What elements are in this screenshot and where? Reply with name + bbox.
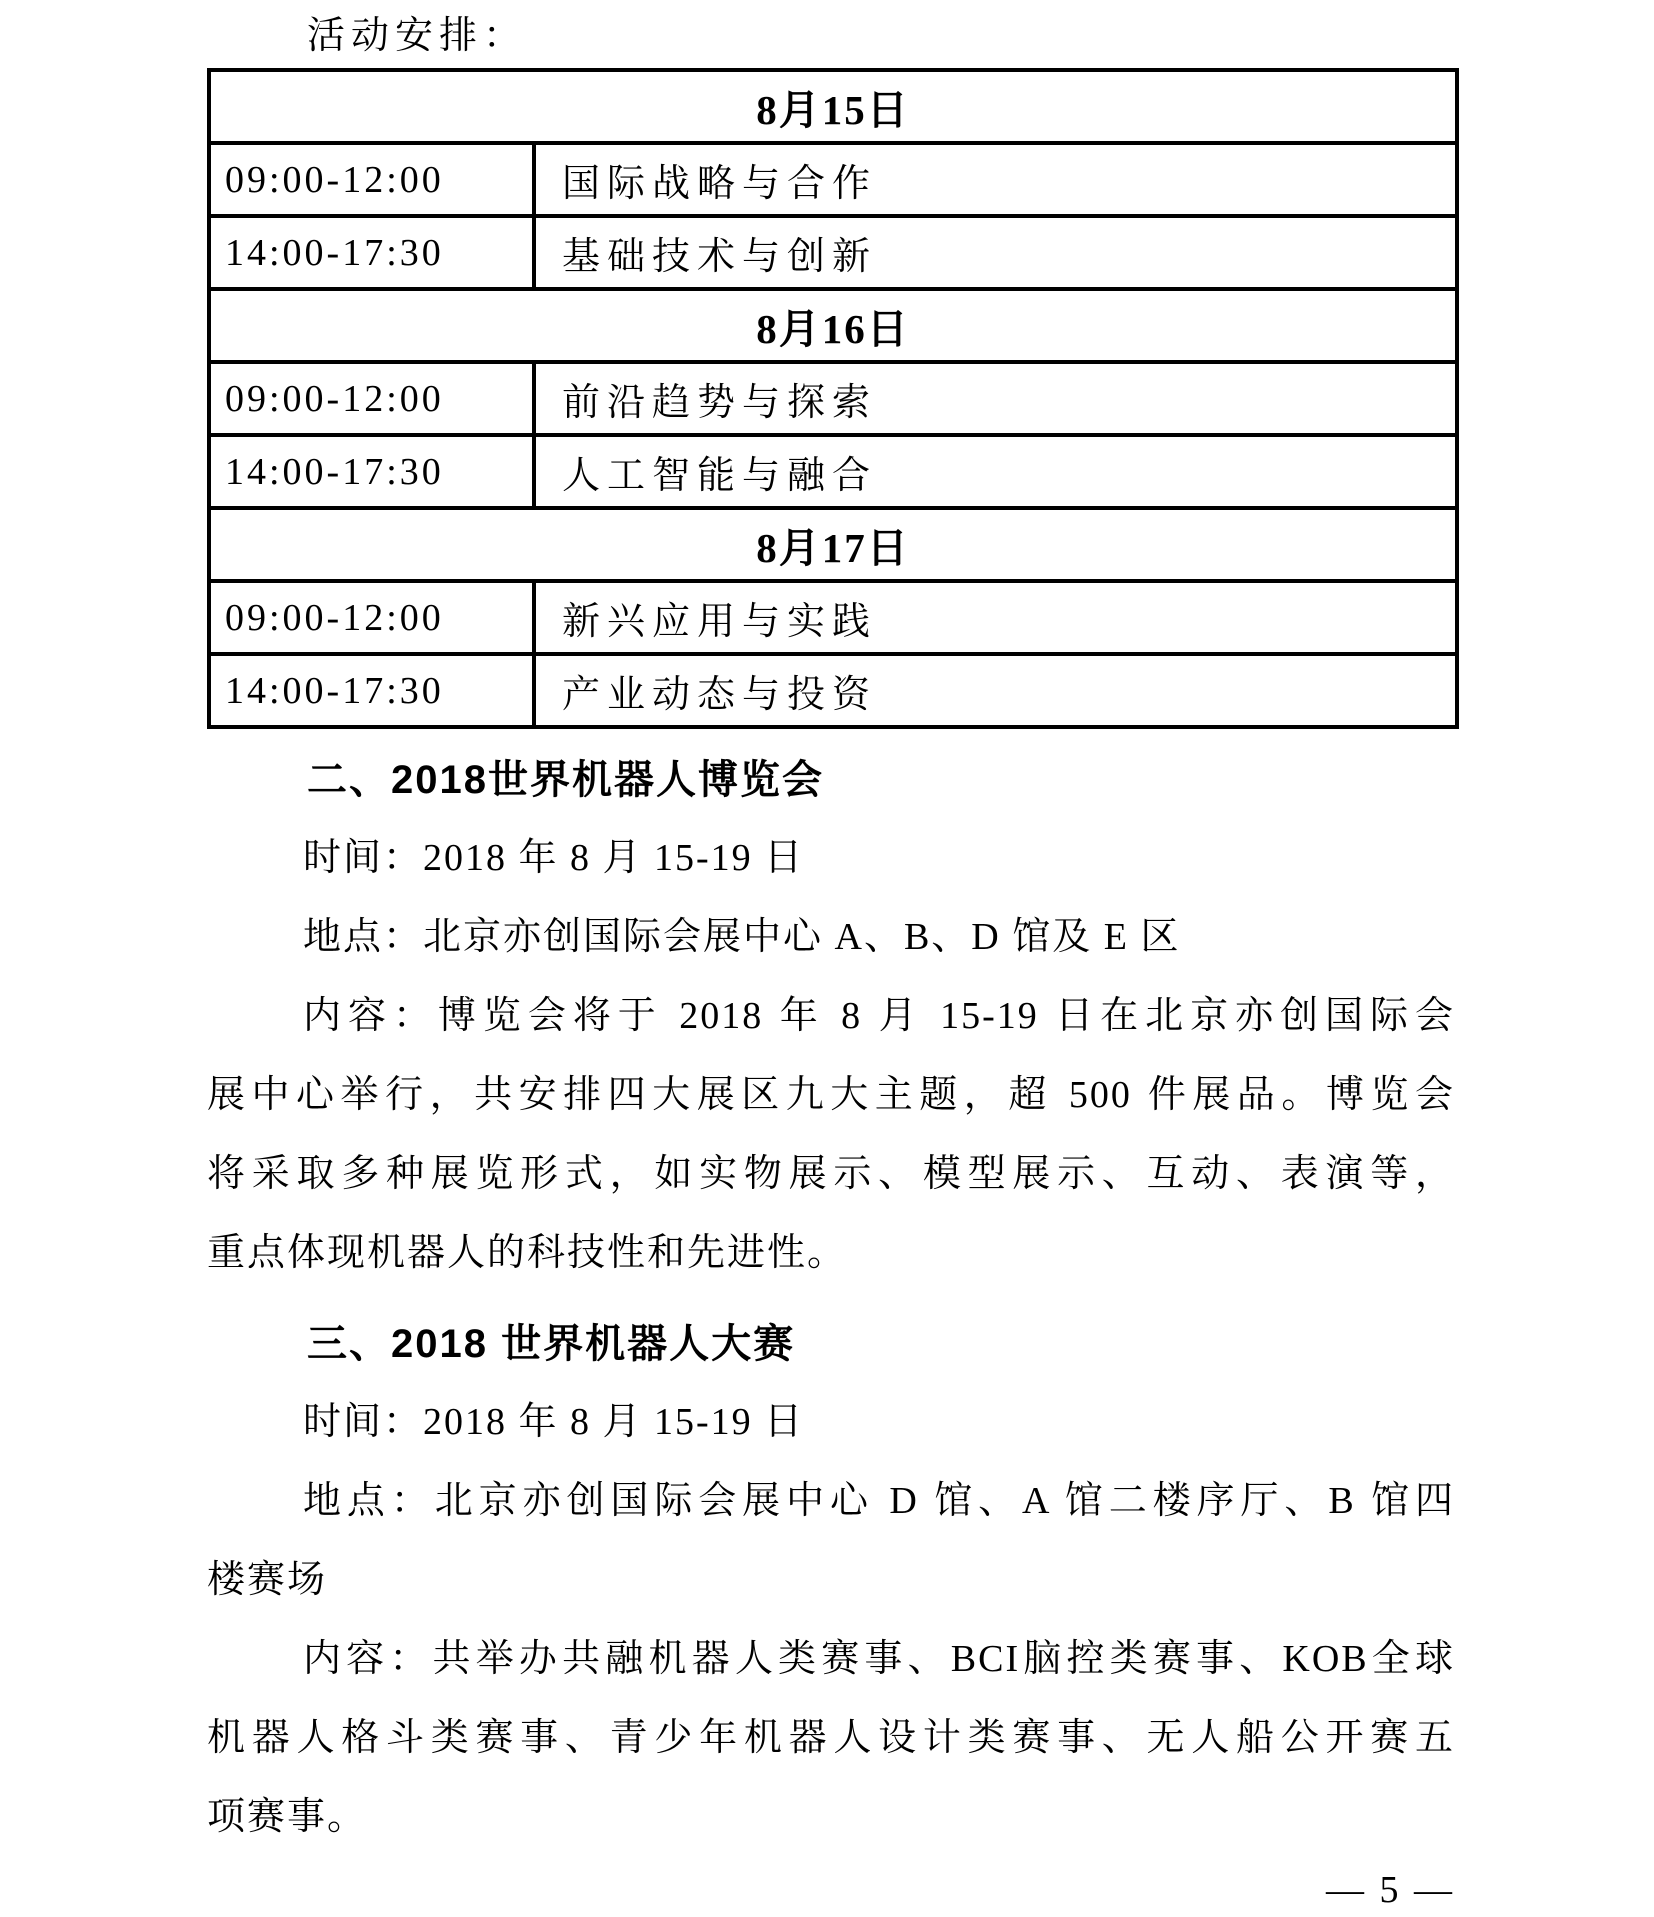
day-header: 8月15日 <box>209 70 1457 143</box>
body-line: 内容：共举办共融机器人类赛事、BCI脑控类赛事、KOB全球 <box>303 1638 1455 1680</box>
day-header-row <box>209 70 1457 143</box>
time-cell: 14:00-17:30 <box>209 435 534 508</box>
activity-cell: 前沿趋势与探索 <box>534 362 1457 435</box>
time-cell: 09:00-12:00 <box>209 581 534 654</box>
table-row <box>209 435 1457 508</box>
body-line: 项赛事。 <box>207 1796 368 1838</box>
day-header: 8月16日 <box>209 289 1457 362</box>
body-line: 时间：2018 年 8 月 15-19 日 <box>303 1401 805 1443</box>
activity-cell: 国际战略与合作 <box>534 143 1457 216</box>
day-header-row <box>209 508 1457 581</box>
time-cell: 14:00-17:30 <box>209 216 534 289</box>
table-row <box>209 362 1457 435</box>
activity-cell: 新兴应用与实践 <box>534 581 1457 654</box>
table-row <box>209 216 1457 289</box>
body-line: 地点：北京亦创国际会展中心 A、B、D 馆及 E 区 <box>303 916 1181 958</box>
body-line: 展中心举行，共安排四大展区九大主题，超 500 件展品。博览会 <box>207 1074 1455 1116</box>
section-heading: 二、2018世界机器人博览会 <box>307 758 824 802</box>
activity-cell: 人工智能与融合 <box>534 435 1457 508</box>
table-row <box>209 143 1457 216</box>
body-line: 重点体现机器人的科技性和先进性。 <box>207 1232 848 1274</box>
time-cell: 09:00-12:00 <box>209 143 534 216</box>
day-header-row <box>209 289 1457 362</box>
activity-label: 活动安排： <box>307 15 528 57</box>
section-contest <box>207 1305 1455 1857</box>
table-row <box>209 654 1457 727</box>
body-line: 楼赛场 <box>207 1559 328 1601</box>
body-line: 内容：博览会将于 2018 年 8 月 15-19 日在北京亦创国际会 <box>303 995 1455 1037</box>
table-row <box>209 581 1457 654</box>
activity-cell: 产业动态与投资 <box>534 654 1457 727</box>
section-expo <box>207 741 1455 1293</box>
body-line: 地点：北京亦创国际会展中心 D 馆、A 馆二楼序厅、B 馆四 <box>303 1480 1455 1522</box>
day-header: 8月17日 <box>209 508 1457 581</box>
body-line: 机器人格斗类赛事、青少年机器人设计类赛事、无人船公开赛五 <box>207 1717 1455 1759</box>
activity-cell: 基础技术与创新 <box>534 216 1457 289</box>
time-cell: 14:00-17:30 <box>209 654 534 727</box>
time-cell: 09:00-12:00 <box>209 362 534 435</box>
section-heading: 三、2018 世界机器人大赛 <box>307 1322 796 1366</box>
body-line: 将采取多种展览形式，如实物展示、模型展示、互动、表演等， <box>207 1153 1455 1195</box>
schedule-table <box>207 68 1459 729</box>
page-number: — 5 — <box>1326 1869 1455 1911</box>
body-line: 时间：2018 年 8 月 15-19 日 <box>303 837 805 879</box>
